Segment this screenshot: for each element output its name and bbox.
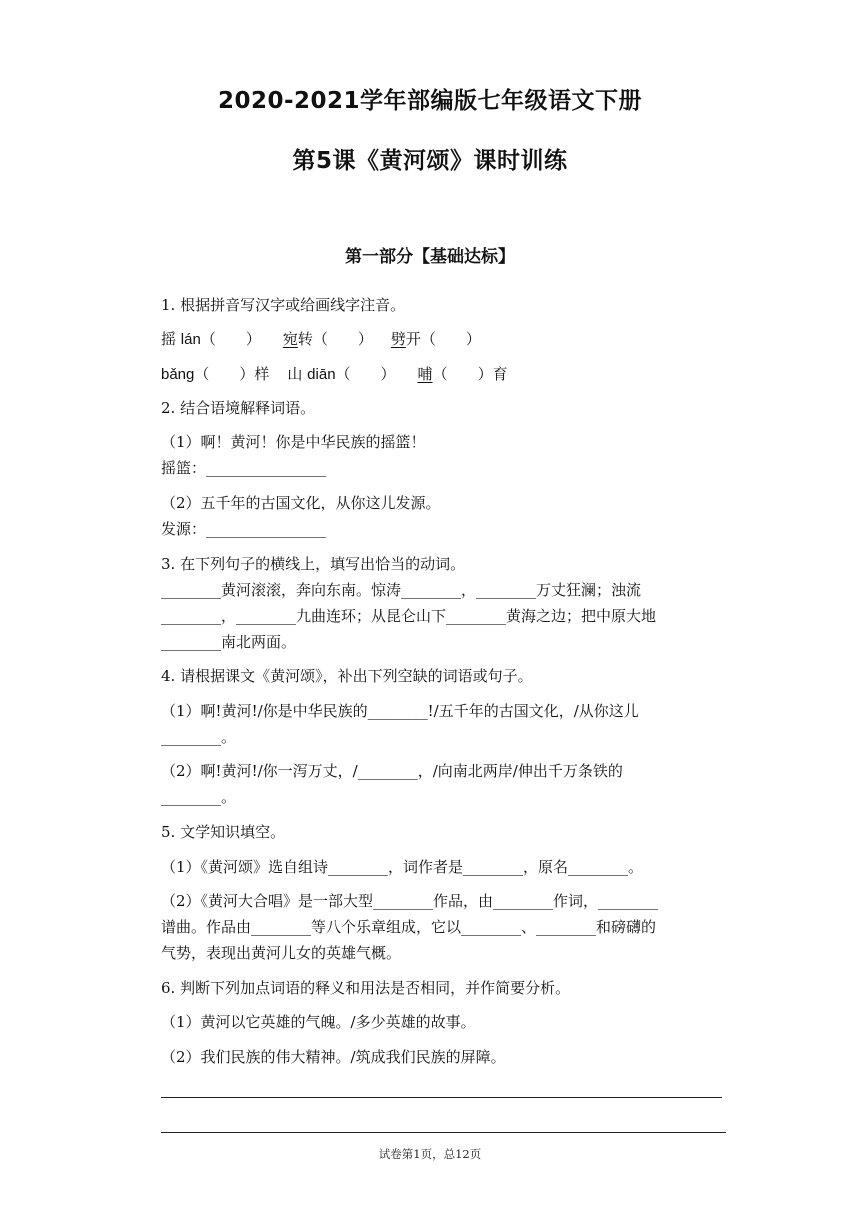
underlined-char: 劈 — [390, 330, 406, 348]
question-4-item-2b: ________。 — [161, 788, 237, 806]
question-3-line-1: ________黄河滚滚，奔向东南。惊涛________，________万丈狂澜；浊流 — [161, 581, 642, 599]
page-footer: 试卷第1页，总12页 — [378, 1147, 482, 1161]
question-6-stem: 6. 判断下列加点词语的释义和用法是否相同，并作简要分析。 — [161, 979, 571, 997]
question-2-answer-1: 摇篮：________________ — [161, 459, 327, 477]
question-2-answer-2: 发源：________________ — [161, 520, 327, 538]
question-3-line-3: ________南北两面。 — [161, 633, 297, 651]
underlined-char: 宛 — [282, 330, 298, 348]
answer-line-1 — [161, 1097, 722, 1098]
question-1-row-1: 摇 lán（ ） 宛转（ ） 劈开（ ） — [161, 330, 481, 348]
page-title: 2020-2021学年部编版七年级语文下册 — [217, 88, 643, 114]
question-5-item-1: （1）《黄河颂》选自组诗________，词作者是________，原名________。 — [161, 858, 644, 876]
section-title: 第一部分【基础达标】 — [345, 247, 515, 267]
question-1-stem: 1. 根据拼音写汉字或给画线字注音。 — [161, 296, 406, 314]
question-4-item-1b: ________。 — [161, 728, 237, 746]
question-3-stem: 3. 在下列句子的横线上，填写出恰当的动词。 — [161, 555, 466, 573]
question-5-item-2a: （2）《黄河大合唱》是一部大型________作品，由________作词，________ — [161, 892, 659, 910]
question-5-stem: 5. 文学知识填空。 — [161, 823, 286, 841]
page-subtitle: 第5课《黄河颂》课时训练 — [292, 148, 568, 174]
answer-line-2 — [161, 1132, 726, 1133]
question-2-sentence-1: （1）啊！黄河！你是中华民族的摇篮！ — [161, 433, 426, 451]
underlined-char: 哺 — [417, 365, 433, 383]
question-2-sentence-2: （2）五千年的古国文化，从你这儿发源。 — [161, 494, 441, 512]
question-2-stem: 2. 结合语境解释词语。 — [161, 399, 316, 417]
question-1-row-2: bǎng（ ）样 山 diān（ ） 哺（ ）育 — [161, 365, 508, 383]
question-4-item-2a: （2）啊!黄河!/你一泻万丈，/________，/向南北两岸/伸出千万条铁的 — [161, 762, 623, 780]
question-5-item-2c: 气势，表现出黄河儿女的英雄气概。 — [161, 944, 402, 962]
question-6-item-2: （2）我们民族的伟大精神。/筑成我们民族的屏障。 — [161, 1048, 506, 1066]
question-4-item-1a: （1）啊!黄河!/你是中华民族的________!/五千年的古国文化，/从你这儿 — [161, 702, 639, 720]
question-4-stem: 4. 请根据课文《黄河颂》，补出下列空缺的词语或句子。 — [161, 667, 533, 685]
question-3-line-2: ________，________九曲连环；从昆仑山下________黄海之边；把中原大地 — [161, 607, 657, 625]
question-5-item-2b: 谱曲。作品由________等八个乐章组成，它以________、________和磅礴的 — [161, 918, 657, 936]
question-6-item-1: （1）黄河以它英雄的气魄。/多少英雄的故事。 — [161, 1013, 476, 1031]
